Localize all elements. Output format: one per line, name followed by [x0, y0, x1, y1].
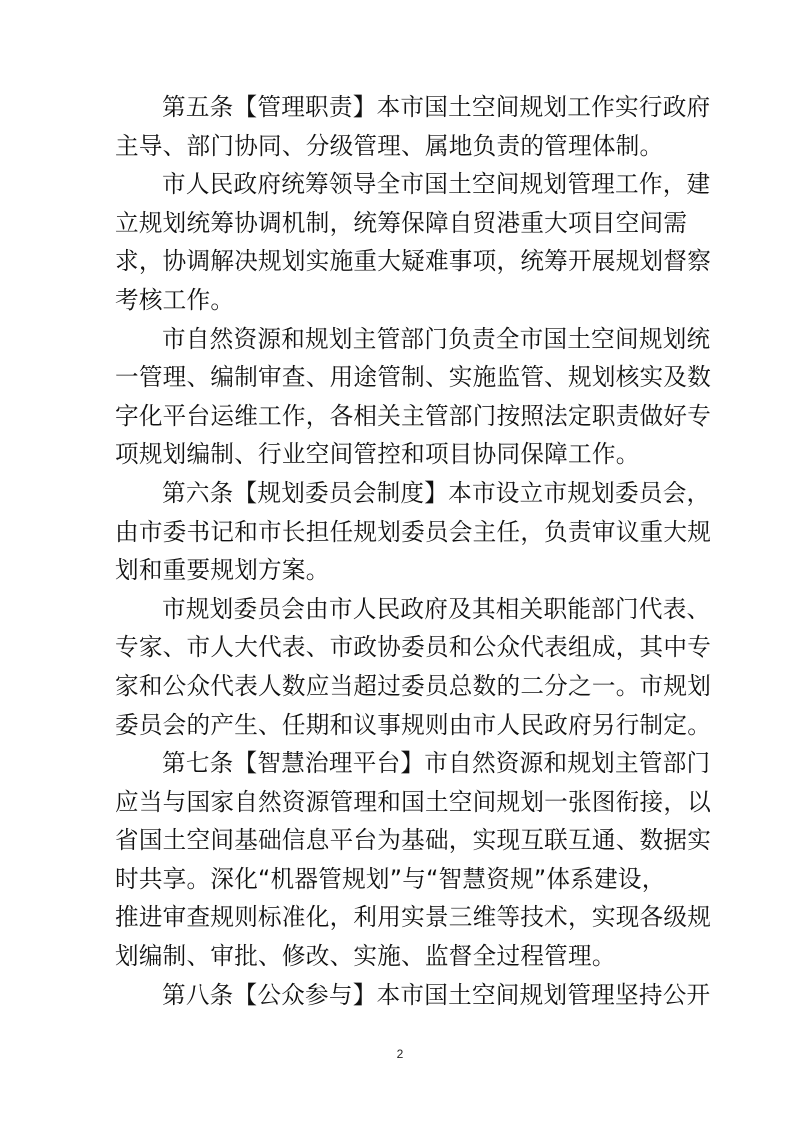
text-line: 应当与国家自然资源管理和国土空间规划一张图衔接，以 [115, 787, 712, 816]
text-line: 市自然资源和规划主管部门负责全市国土空间规划统 [162, 324, 711, 353]
text-line: 项规划编制、行业空间管控和项目协同保障工作。 [115, 440, 640, 469]
text-line: 一管理、编制审查、用途管制、实施监管、规划核实及数 [115, 363, 712, 392]
text-line: 考核工作。 [115, 285, 235, 314]
text-line: 字化平台运维工作，各相关主管部门按照法定职责做好专 [115, 401, 712, 430]
text-line: 委员会的产生、任期和议事规则由市人民政府另行制定。 [115, 710, 712, 739]
text-line: 家和公众代表人数应当超过委员总数的二分之一。市规划 [115, 671, 712, 700]
text-line: 市规划委员会由市人民政府及其相关职能部门代表、 [162, 594, 711, 623]
text-line: 划编制、审批、修改、实施、监督全过程管理。 [115, 942, 616, 971]
text-line: 第五条【管理职责】本市国土空间规划工作实行政府 [162, 93, 711, 121]
text-line: 专家、市人大代表、市政协委员和公众代表组成，其中专 [115, 633, 712, 662]
text-line: 第八条【公众参与】本市国土空间规划管理坚持公开 [162, 980, 711, 1009]
text-line: 时共享。深化“机器管规划”与“智慧资规”体系建设， [115, 864, 666, 893]
text-line: 省国土空间基础信息平台为基础，实现互联互通、数据实 [115, 826, 712, 855]
text-line: 推进审查规则标准化，利用实景三维等技术，实现各级规 [115, 903, 712, 932]
text-line: 由市委书记和市长担任规划委员会主任，负责审议重大规 [115, 517, 712, 546]
text-line: 第六条【规划委员会制度】本市设立市规划委员会， [162, 478, 711, 507]
text-line: 市人民政府统筹领导全市国土空间规划管理工作，建 [162, 170, 711, 199]
text-line: 主导、部门协同、分级管理、属地负责的管理体制。 [115, 131, 664, 160]
text-line: 立规划统筹协调机制，统筹保障自贸港重大项目空间需 [115, 208, 688, 237]
document-body [115, 88, 712, 1014]
text-line: 求，协调解决规划实施重大疑难事项，统筹开展规划督察 [115, 247, 712, 276]
page-number: 2 [396, 1047, 404, 1061]
text-line: 划和重要规划方案。 [115, 556, 330, 585]
text-line: 第七条【智慧治理平台】市自然资源和规划主管部门 [162, 749, 711, 778]
